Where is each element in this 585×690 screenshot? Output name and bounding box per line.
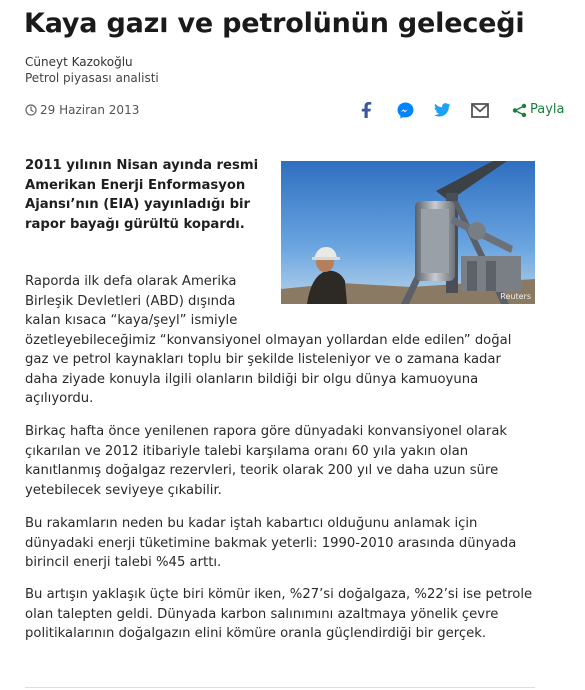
article-paragraph-1-rest: özetleyebileceğimiz “konvansiyonel olmayan yollardan elde edilen” doğal gaz ve petrol kaynakları toplu bir şekilde listeleniyor ve o zamana kadar daha ziyade konuyla ilgili olanların bildiği bir olgu dünya kamuoyuna açılıyordu. [25,332,512,406]
twitter-share-button[interactable] [430,98,454,122]
publish-date-text: 29 Haziran 2013 [40,103,140,117]
article-lead: 2011 yılının Nisan ayında resmi Amerikan Enerji Enformasyon Ajansı’nın (EIA) yayınladığı bir rapor bayağı gürültü kopardı. [25,158,259,232]
article-paragraph-2: Birkaç hafta önce yenilenen rapora göre dünyadaki konvansiyonel olarak çıkarılan ve 2012 itibariyle talebi karşılama oranı 60 yıla yakın olan kanıtlanmış doğalgaz rezervleri, teorik olarak 200 yıl ve daha uzun süre yetebilecek seviyeye çıkabilir. [25,424,508,498]
share-button[interactable] [509,98,529,122]
article-paragraph-1-top: Raporda ilk defa olarak Amerika Birleşik Devletleri (ABD) dışında kalan kısaca “kaya/şeyl” ismiyle [25,274,238,328]
facebook-icon [360,102,374,118]
facebook-share-button[interactable] [355,98,379,122]
messenger-icon [397,102,414,119]
clock-icon [25,104,37,120]
twitter-icon [434,103,451,117]
byline [25,54,159,86]
messenger-share-button[interactable] [393,98,417,122]
article-paragraph-3: Bu rakamların neden bu kadar iştah kabartıcı olduğunu anlamak için dünyadaki enerji tüketimine bakmak yeterli: 1990-2010 arasında dünyada birincil enerji talebi %45 arttı. [25,516,517,570]
article-paragraph-4: Bu artışın yaklaşık üçte biri kömür iken, %27’si doğalgaza, %22’si ise petrole olan talepten geldi. Dünyada karbon salınımını azaltmaya yönelik çevre politikalarının doğalgazın elini kömüre oranla güçlendirdiği bir gerçek. [25,587,533,641]
meta-row [25,98,585,122]
image-credit: Reuters [500,292,531,301]
email-icon [471,103,489,118]
email-share-button[interactable] [468,98,492,122]
divider [25,687,535,688]
share-label[interactable]: Payla [530,102,565,117]
author-role: Petrol piyasası analisti [25,71,159,85]
publish-date [25,102,139,120]
article-title: Kaya gazı ve petrolünün geleceği [24,8,525,39]
share-icon [512,103,527,118]
author-name: Cüneyt Kazokoğlu [25,55,133,69]
article-paragraph-1 [25,272,535,409]
